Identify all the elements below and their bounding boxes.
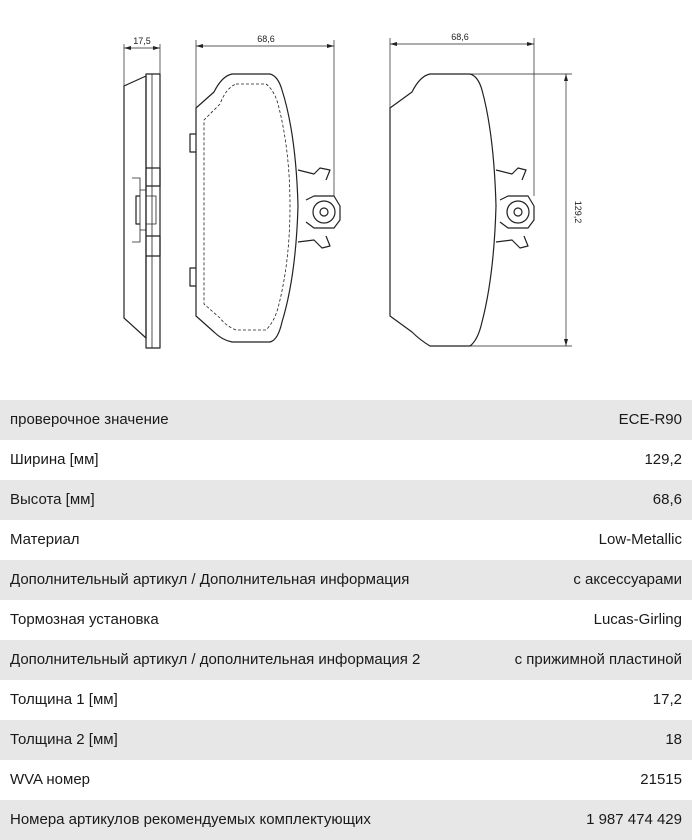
spec-label: Дополнительный артикул / Дополнительная информация [0, 560, 496, 600]
table-row [0, 400, 692, 440]
dimension-lines [124, 38, 572, 346]
spec-value: с аксессуарами [496, 560, 692, 600]
spec-value: Low-Metallic [598, 531, 682, 548]
spec-value: с прижимной пластиной [496, 640, 692, 680]
dimension-arrows [124, 42, 568, 346]
spec-value: 68,6 [496, 480, 692, 520]
table-row [0, 560, 692, 600]
spec-label: Ширина [мм] [10, 451, 99, 468]
spec-label: Материал [10, 531, 80, 548]
spec-value: 18 [496, 720, 692, 760]
spec-value: 17,2 [652, 691, 682, 708]
spec-value: ECE-R90 [496, 400, 692, 440]
table-row [0, 680, 692, 720]
table-row [0, 640, 692, 680]
dim-width-left-label: 68,6 [257, 34, 275, 44]
spec-label: WVA номер [10, 771, 91, 788]
table-row [0, 600, 692, 640]
brake-pad-drawing [0, 0, 692, 400]
table-row [0, 520, 692, 560]
front-view-right [390, 74, 534, 346]
dim-width-right-label: 68,6 [451, 32, 469, 42]
spec-label: Толщина 2 [мм] [0, 720, 496, 760]
table-row [0, 720, 692, 760]
table-row [0, 440, 692, 480]
spec-value: Lucas-Girling [593, 611, 682, 628]
spec-label: Толщина 1 [мм] [10, 691, 118, 708]
spec-value: 1 987 474 429 [496, 800, 692, 840]
spec-label: проверочное значение [0, 400, 496, 440]
spec-label: Дополнительный артикул / дополнительная информация 2 [0, 640, 496, 680]
table-row [0, 760, 692, 800]
technical-drawing-svg [0, 0, 692, 400]
dim-height-label: 129,2 [573, 200, 583, 224]
spec-label: Тормозная установка [10, 611, 159, 628]
table-row [0, 480, 692, 520]
specs-table [0, 400, 692, 840]
dim-thickness-label: 17,5 [133, 36, 151, 46]
front-view-left [190, 74, 340, 342]
table-row [0, 800, 692, 840]
spec-label: Номера артикулов рекомендуемых комплектующих [0, 800, 496, 840]
spec-value: 129,2 [644, 451, 682, 468]
spec-value: 21515 [640, 771, 682, 788]
side-view [124, 74, 160, 348]
spec-label: Высота [мм] [0, 480, 496, 520]
